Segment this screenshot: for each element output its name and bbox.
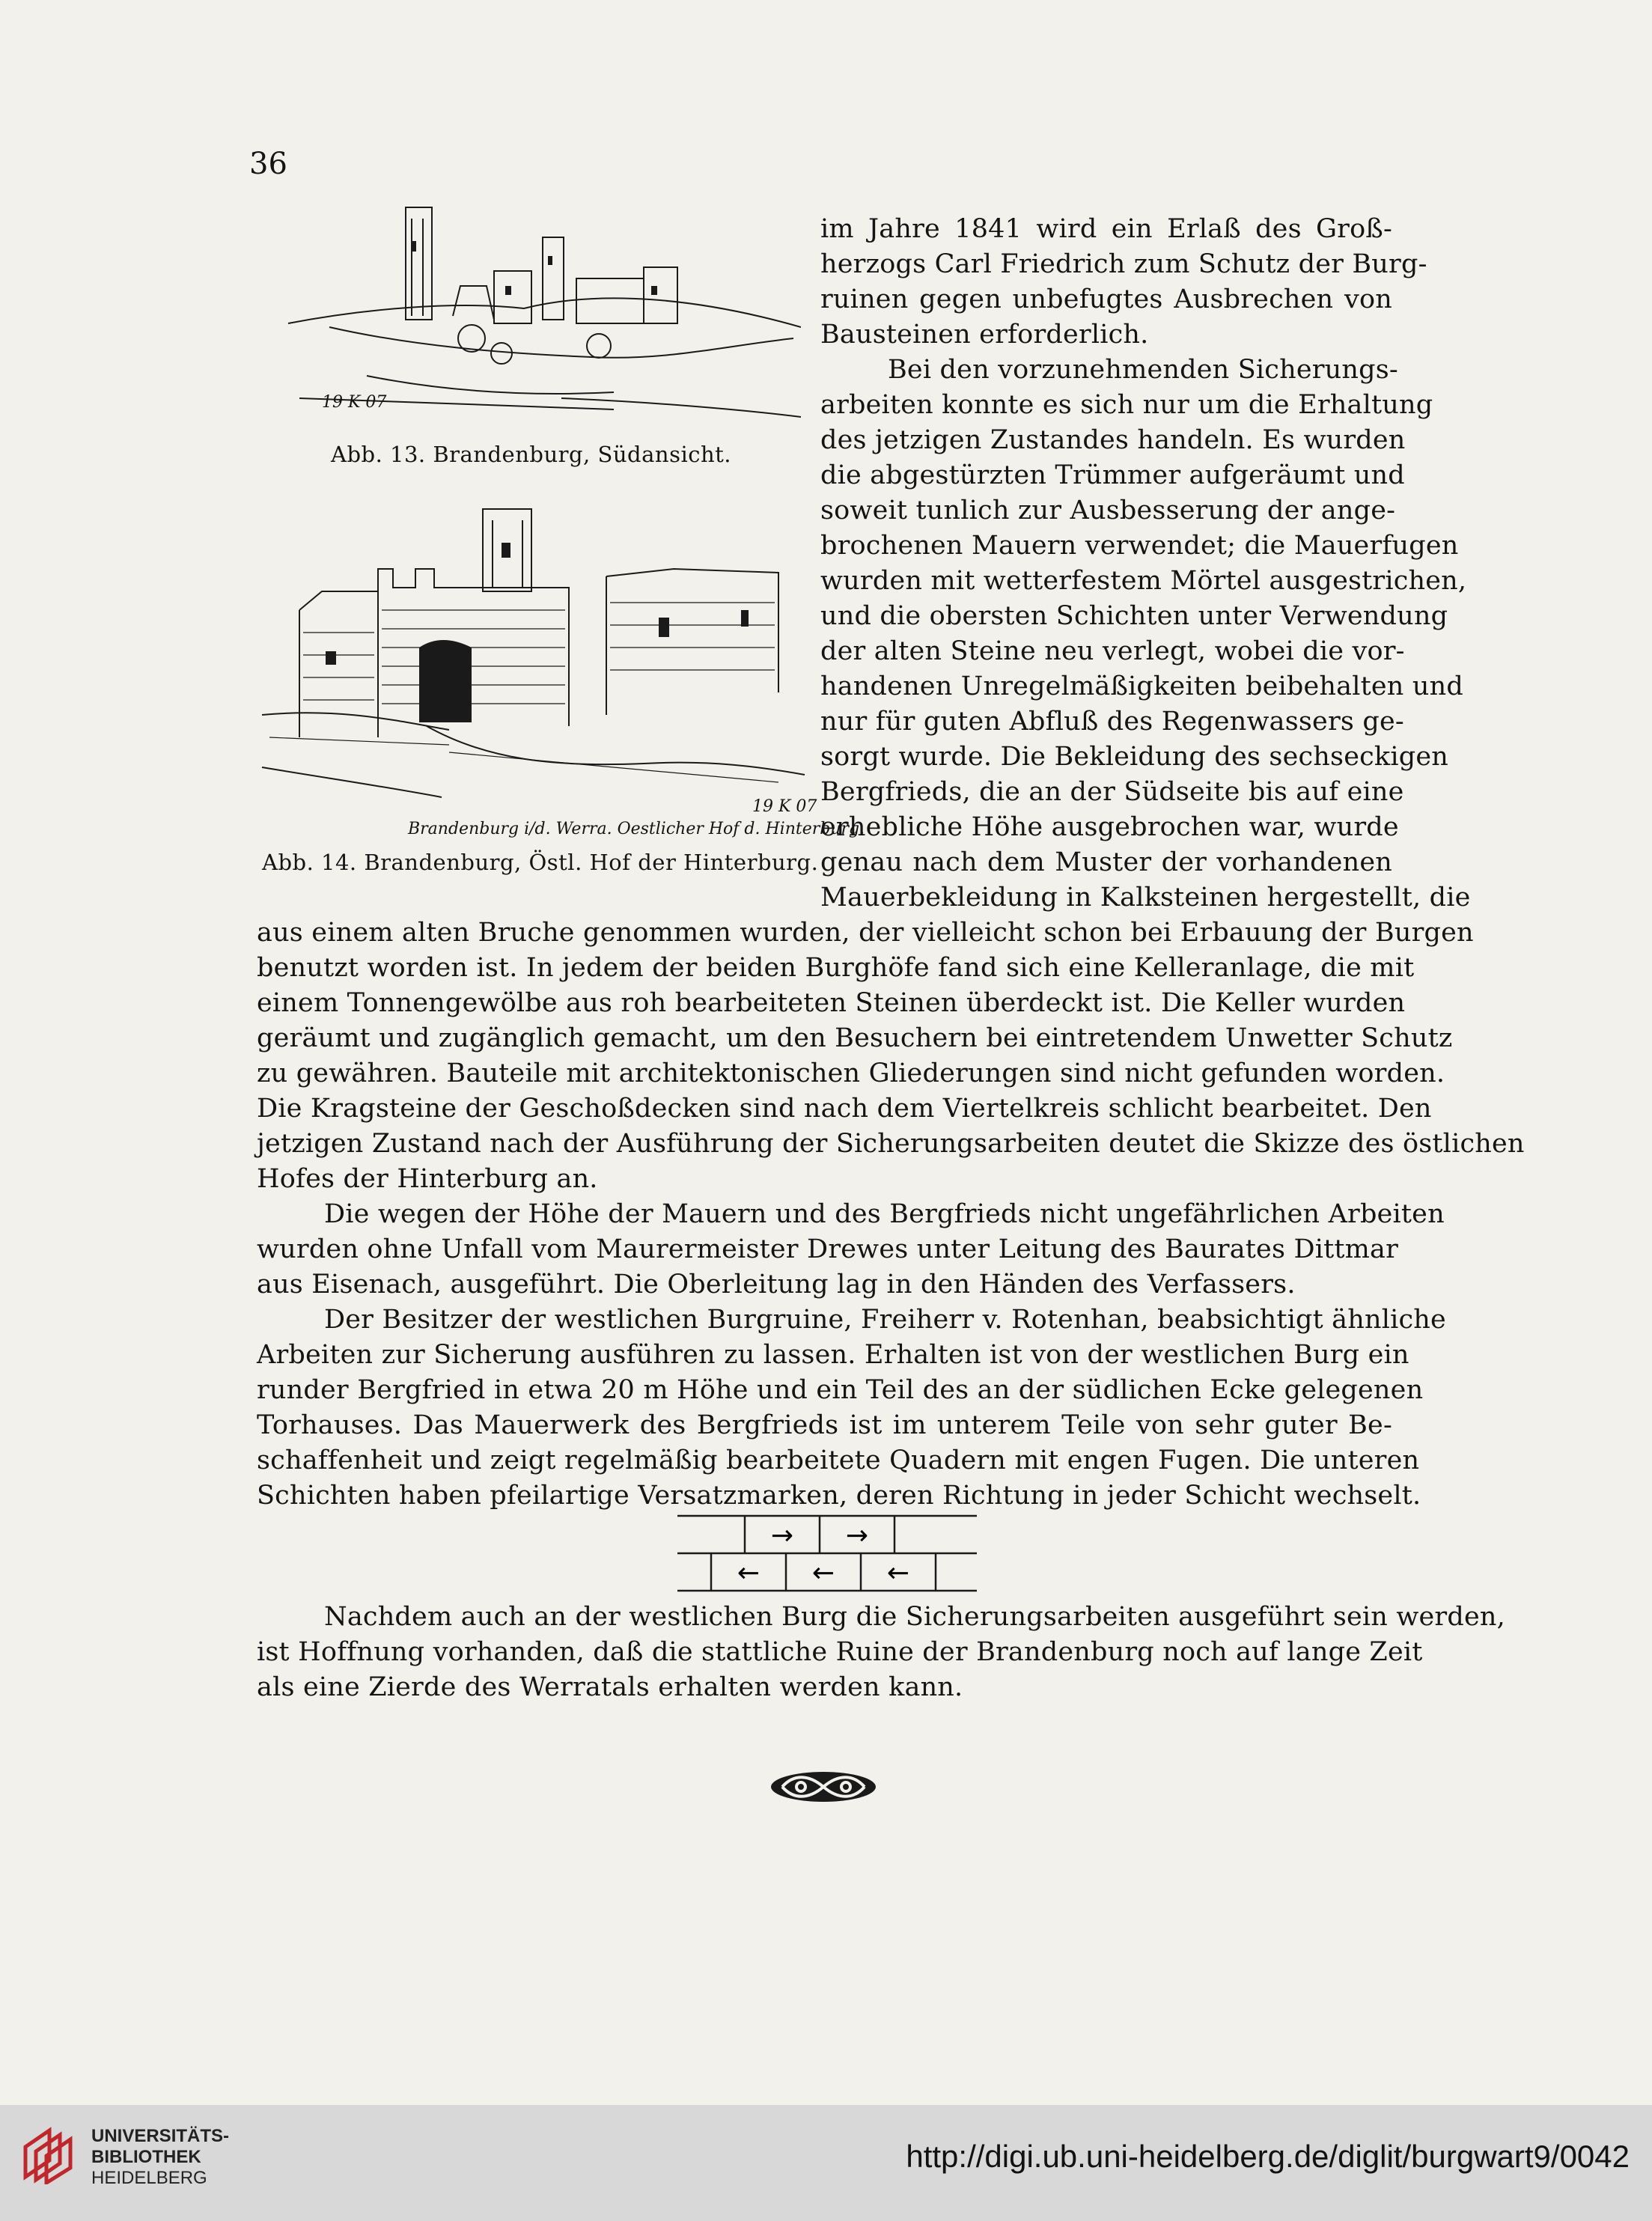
body-line: aus Eisenach, ausgeführt. Die Oberleitung lag in den Händen des Verfassers.: [257, 1270, 1296, 1300]
body-line: Torhauses. Das Mauerwerk des Bergfrieds ist im unterem Teile von sehr guter Be-: [257, 1410, 1392, 1440]
library-name-line-1: UNIVERSITÄTS-: [91, 2126, 230, 2146]
column-line: Bei den vorzunehmenden Sicherungs-: [888, 355, 1398, 385]
column-line: soweit tunlich zur Ausbesserung der ange-: [820, 496, 1396, 525]
column-line: nur für guten Abfluß des Regenwassers ge-: [820, 707, 1404, 737]
figure-14-signature: 19 K 07: [752, 797, 817, 816]
masonry-mark-diagram: [677, 1512, 977, 1597]
arrow-right-2: →: [845, 1520, 869, 1551]
column-line: ruinen gegen unbefugtes Ausbrechen von: [820, 284, 1392, 314]
column-line: der alten Steine neu verlegt, wobei die vor-: [820, 636, 1405, 666]
figure-13-signature: 19 K 07: [322, 393, 387, 412]
column-line: genau nach dem Muster der vorhandenen: [820, 847, 1392, 877]
closing-line: ist Hoffnung vorhanden, daß die stattliche Ruine der Brandenburg noch auf lange Zeit: [257, 1637, 1423, 1667]
body-line: Die Kragsteine der Geschoßdecken sind nach dem Viertelkreis schlicht bearbeitet. Den: [257, 1094, 1432, 1124]
library-logo-icon: [19, 2124, 84, 2187]
figure-14-handwritten-note: Brandenburg i/d. Werra. Oestlicher Hof d. Hinterburg.: [408, 820, 865, 838]
body-line: Die wegen der Höhe der Mauern und des Bergfrieds nicht ungefährlichen Arbeiten: [324, 1199, 1445, 1229]
column-line: sorgt wurde. Die Bekleidung des sechseckigen: [820, 742, 1448, 772]
arrow-left-3: ←: [886, 1558, 910, 1588]
ruin-south-view-illustration: [277, 196, 801, 421]
arrow-left-1: ←: [737, 1558, 761, 1588]
body-line: Schichten haben pfeilartige Versatzmarken, deren Richtung in jeder Schicht wechselt.: [257, 1481, 1421, 1511]
arrow-right-1: →: [770, 1520, 794, 1551]
figure-13-caption: Abb. 13. Brandenburg, Südansicht.: [331, 442, 732, 467]
column-line: handenen Unregelmäßigkeiten beibehalten und: [820, 671, 1463, 701]
body-line: zu gewähren. Bauteile mit architektonischen Gliederungen sind nicht gefunden worden.: [257, 1058, 1445, 1088]
body-line: Hofes der Hinterburg an.: [257, 1164, 598, 1194]
column-line: Bergfrieds, die an der Südseite bis auf eine: [820, 777, 1404, 807]
column-line: die abgestürzten Trümmer aufgeräumt und: [820, 460, 1405, 490]
body-line: Der Besitzer der westlichen Burgruine, Freiherr v. Rotenhan, beabsichtigt ähnliche: [324, 1305, 1446, 1335]
column-line: erhebliche Höhe ausgebrochen war, wurde: [820, 812, 1399, 842]
closing-line: als eine Zierde des Werratals erhalten werden kann.: [257, 1672, 963, 1702]
source-url-link[interactable]: http://digi.ub.uni-heidelberg.de/diglit/burgwart9/0042: [906, 2139, 1630, 2174]
column-line: arbeiten konnte es sich nur um die Erhaltung: [820, 390, 1433, 420]
column-line: wurden mit wetterfestem Mörtel ausgestrichen,: [820, 566, 1467, 596]
column-line: brochenen Mauern verwendet; die Mauerfugen: [820, 531, 1459, 561]
figure-14-caption: Abb. 14. Brandenburg, Östl. Hof der Hinterburg.: [262, 850, 819, 875]
ruin-east-courtyard-illustration: [254, 498, 808, 827]
column-line: Mauerbekleidung in Kalksteinen hergestellt, die: [820, 883, 1471, 913]
bond-diagram-lines: [677, 1512, 977, 1594]
body-line: geräumt und zugänglich gemacht, um den Besuchern bei eintretendem Unwetter Schutz: [257, 1023, 1453, 1053]
column-line: Bausteinen erforderlich.: [820, 320, 1149, 350]
closing-line: Nachdem auch an der westlichen Burg die Sicherungsarbeiten ausgeführt sein werden,: [324, 1602, 1505, 1632]
arrow-left-2: ←: [811, 1558, 835, 1588]
body-line: jetzigen Zustand nach der Ausführung der Sicherungsarbeiten deutet die Skizze des östlichen: [257, 1129, 1525, 1159]
column-line: und die obersten Schichten unter Verwendung: [820, 601, 1448, 631]
column-line: des jetzigen Zustandes handeln. Es wurden: [820, 425, 1406, 455]
library-name-line-2: BIBLIOTHEK: [91, 2147, 201, 2167]
column-line: herzogs Carl Friedrich zum Schutz der Burg-: [820, 249, 1427, 279]
figure-14-sketch: [254, 498, 808, 827]
figure-13-sketch: [277, 196, 801, 421]
library-name-line-3: HEIDELBERG: [91, 2168, 207, 2188]
page-number: 36: [249, 147, 287, 181]
body-line: einem Tonnengewölbe aus roh bearbeiteten Steinen überdeckt ist. Die Keller wurden: [257, 988, 1406, 1018]
body-line: aus einem alten Bruche genommen wurden, der vielleicht schon bei Erbauung der Burgen: [257, 918, 1474, 948]
body-line: runder Bergfried in etwa 20 m Höhe und ein Teil des an der südlichen Ecke gelegenen: [257, 1375, 1424, 1405]
ornament-icon: [767, 1767, 880, 1811]
body-line: wurden ohne Unfall vom Maurermeister Drewes unter Leitung des Baurates Dittmar: [257, 1234, 1399, 1264]
column-line: im Jahre 1841 wird ein Erlaß des Groß-: [820, 214, 1392, 244]
body-line: schaffenheit und zeigt regelmäßig bearbeitete Quadern mit engen Fugen. Die unteren: [257, 1445, 1420, 1475]
body-line: benutzt worden ist. In jedem der beiden Burghöfe fand sich eine Kelleranlage, die mit: [257, 953, 1415, 983]
body-line: Arbeiten zur Sicherung ausführen zu lassen. Erhalten ist von der westlichen Burg ein: [257, 1340, 1409, 1370]
